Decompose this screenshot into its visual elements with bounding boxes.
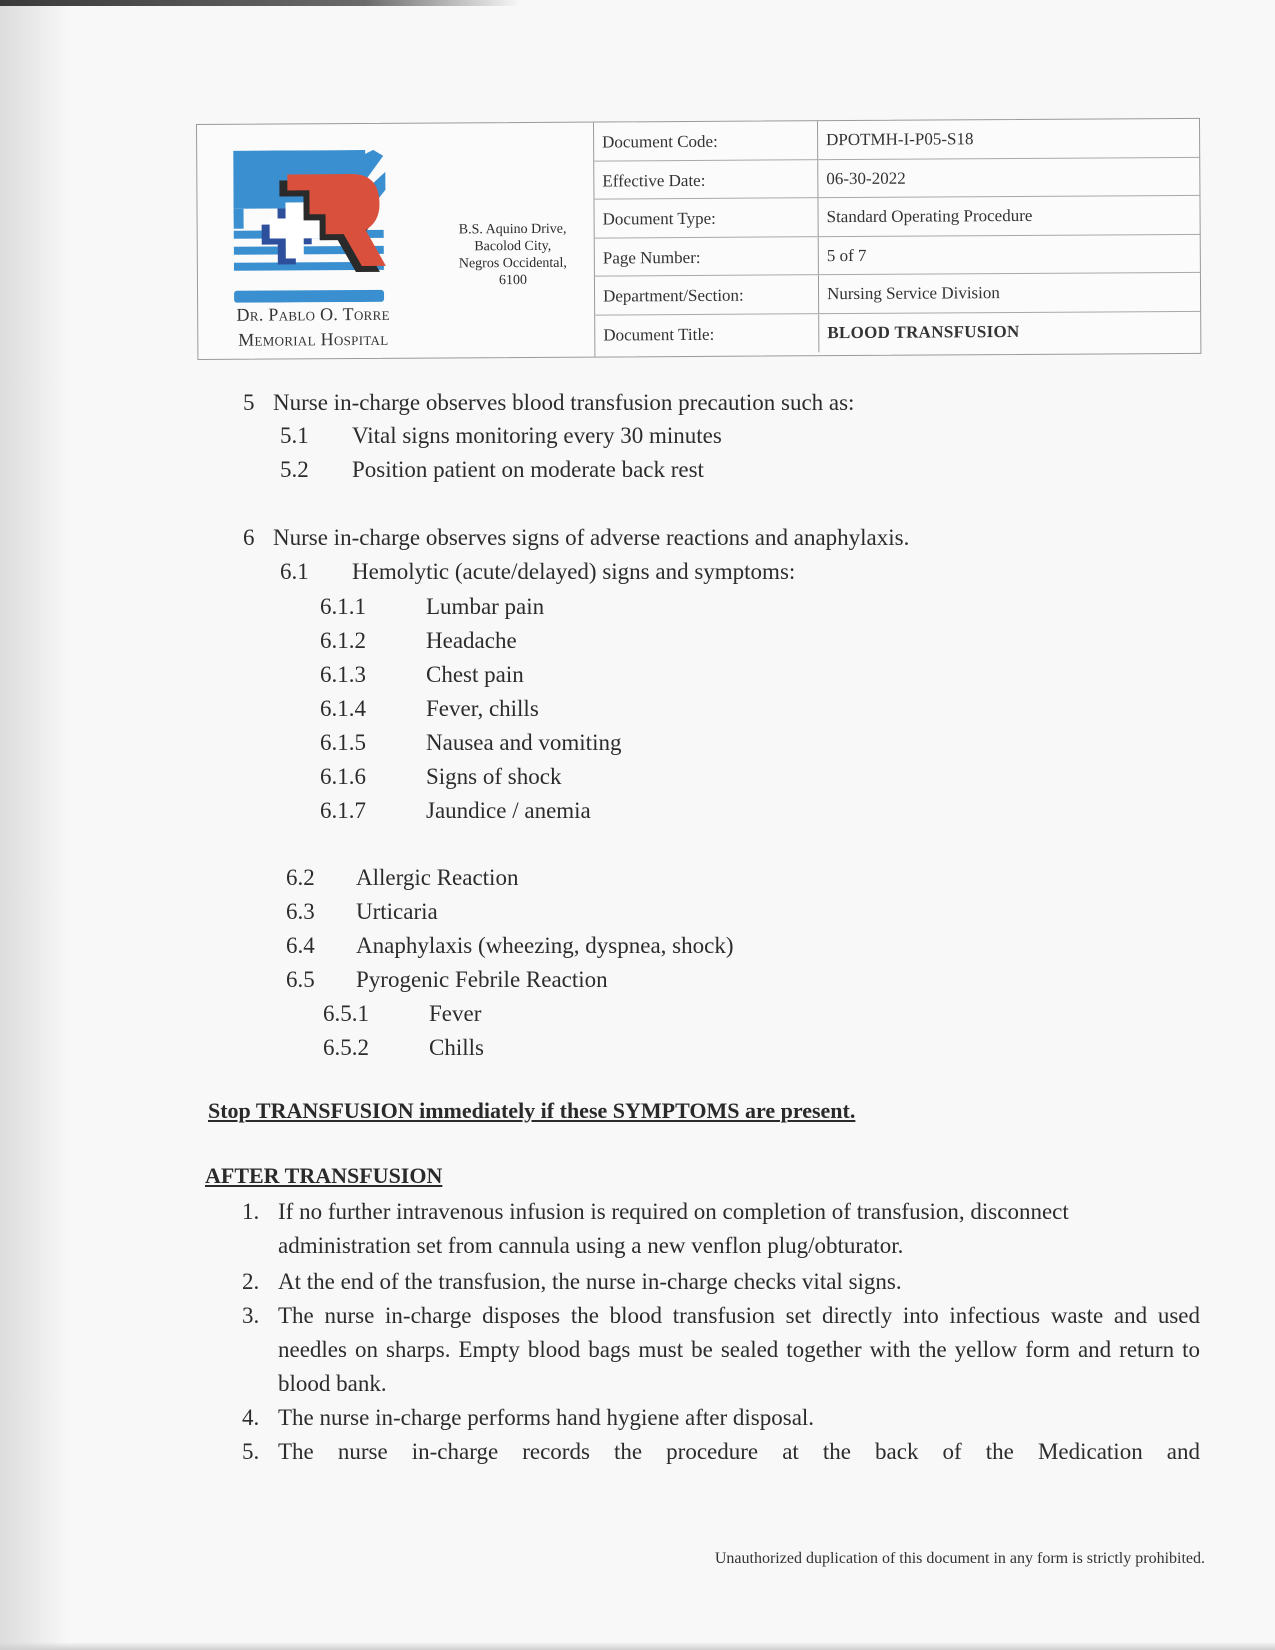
- scan-edge-shadow-bottom: [0, 1642, 1275, 1650]
- meta-value-title: BLOOD TRANSFUSION: [827, 321, 1020, 342]
- symptom-text: Fever, chills: [426, 696, 539, 721]
- after-item-2: [242, 1265, 1202, 1299]
- symptom-text: Fever: [429, 1001, 482, 1026]
- substep-number: 5.2: [280, 457, 309, 482]
- symptom-text: Signs of shock: [426, 764, 562, 789]
- after-item-1: [242, 1195, 1202, 1263]
- substep-number: 6.3: [286, 899, 315, 924]
- organization-name-line1: Dr. Pablo O. Torre: [236, 303, 390, 325]
- stop-transfusion-warning: Stop TRANSFUSION immediately if these SYMPTOMS are present.: [208, 1098, 856, 1123]
- after-item-text: The nurse in-charge records the procedure at the back of the Medication and: [278, 1439, 1200, 1464]
- meta-label: Document Code:: [594, 121, 818, 160]
- after-item-number: 3.: [242, 1303, 260, 1328]
- symptom-text: Chills: [429, 1035, 484, 1060]
- document-metadata-table: [593, 119, 1201, 357]
- step-number: 6: [243, 525, 255, 550]
- duplication-notice-footer: Unauthorized duplication of this document in any form is strictly prohibited.: [714, 1550, 1205, 1567]
- scan-edge-shadow-top: [0, 0, 520, 6]
- organization-name-line2: Memorial Hospital: [238, 328, 389, 350]
- substep-text: Anaphylaxis (wheezing, dyspnea, shock): [356, 933, 734, 958]
- symptom-number: 6.1.1: [320, 594, 366, 619]
- step-number: 5: [243, 390, 255, 415]
- meta-value: Nursing Service Division: [826, 283, 1000, 304]
- symptom-number: 6.1.6: [320, 764, 366, 789]
- after-item-text: The nurse in-charge performs hand hygiene after disposal.: [278, 1405, 815, 1430]
- substep-number: 6.2: [286, 865, 315, 890]
- substep-number: 6.1: [280, 559, 309, 584]
- substep-text: Vital signs monitoring every 30 minutes: [352, 423, 722, 448]
- symptom-number: 6.5.1: [323, 1001, 369, 1026]
- meta-label: Document Type:: [594, 198, 818, 237]
- after-item-number: 4.: [242, 1405, 260, 1430]
- after-item-5: [242, 1435, 1202, 1469]
- substep-number: 6.4: [286, 933, 315, 958]
- meta-value: Standard Operating Procedure: [826, 205, 1033, 227]
- meta-row-document-code: [594, 119, 1200, 161]
- meta-value: 5 of 7: [826, 245, 867, 265]
- symptom-text: Headache: [426, 628, 517, 653]
- after-item-text: At the end of the transfusion, the nurse in-charge checks vital signs.: [278, 1269, 902, 1294]
- meta-row-document-title: [595, 311, 1201, 353]
- address-line: Negros Occidental,: [458, 255, 567, 272]
- symptom-text: Jaundice / anemia: [426, 798, 591, 823]
- after-item-text: If no further intravenous infusion is required on completion of transfusion, disconnect administration set from cannula using a new venflon plug/obturator.: [278, 1199, 1069, 1258]
- meta-label: Document Title:: [595, 314, 819, 354]
- logo-cell: [197, 124, 428, 359]
- organization-address: [430, 221, 596, 290]
- step-text: Nurse in-charge observes signs of adverse reactions and anaphylaxis.: [273, 525, 910, 550]
- substep-text: Allergic Reaction: [356, 865, 519, 890]
- after-item-number: 5.: [242, 1439, 260, 1464]
- symptom-number: 6.1.2: [320, 628, 366, 653]
- substep-text: Pyrogenic Febrile Reaction: [356, 967, 608, 992]
- meta-row-department: [595, 273, 1201, 315]
- meta-label: Page Number:: [595, 237, 819, 276]
- after-item-number: 1.: [242, 1199, 260, 1224]
- meta-label: Effective Date:: [594, 160, 818, 199]
- meta-value: DPOTMH-I-P05-S18: [826, 129, 974, 150]
- substep-text: Position patient on moderate back rest: [352, 457, 704, 482]
- after-item-text: The nurse in-charge disposes the blood transfusion set directly into infectious waste and used needles on sharps. Empty blood bags must be sealed together with the yellow form and return to blood bank.: [278, 1303, 1200, 1396]
- symptom-number: 6.1.4: [320, 696, 366, 721]
- substep-text: Hemolytic (acute/delayed) signs and symptoms:: [352, 559, 796, 584]
- address-line: 6100: [498, 272, 528, 289]
- meta-value: 06-30-2022: [826, 168, 906, 188]
- substep-number: 5.1: [280, 423, 309, 448]
- after-item-number: 2.: [242, 1269, 260, 1294]
- after-item-4: [242, 1401, 1202, 1435]
- symptom-number: 6.5.2: [323, 1035, 369, 1060]
- after-transfusion-heading: AFTER TRANSFUSION: [205, 1163, 443, 1188]
- hospital-cross-r-logo-icon: [233, 150, 392, 303]
- substep-text: Urticaria: [356, 899, 438, 924]
- document-header: [196, 118, 1201, 360]
- substep-number: 6.5: [286, 967, 315, 992]
- meta-label: Department/Section:: [595, 275, 819, 314]
- symptom-text: Lumbar pain: [426, 594, 545, 619]
- organization-name: [208, 302, 418, 353]
- symptom-text: Nausea and vomiting: [426, 730, 622, 755]
- symptom-number: 6.1.3: [320, 662, 366, 687]
- address-line: Bacolod City,: [474, 238, 552, 255]
- step-text: Nurse in-charge observes blood transfusion precaution such as:: [273, 390, 855, 415]
- meta-row-page-number: [595, 234, 1201, 276]
- symptom-number: 6.1.5: [320, 730, 366, 755]
- meta-row-document-type: [594, 196, 1200, 238]
- meta-row-effective-date: [594, 157, 1200, 199]
- address-line: B.S. Aquino Drive,: [458, 221, 567, 238]
- scan-edge-shadow-left: [0, 0, 70, 1650]
- symptom-text: Chest pain: [426, 662, 524, 687]
- after-item-3: [242, 1299, 1202, 1401]
- symptom-number: 6.1.7: [320, 798, 366, 823]
